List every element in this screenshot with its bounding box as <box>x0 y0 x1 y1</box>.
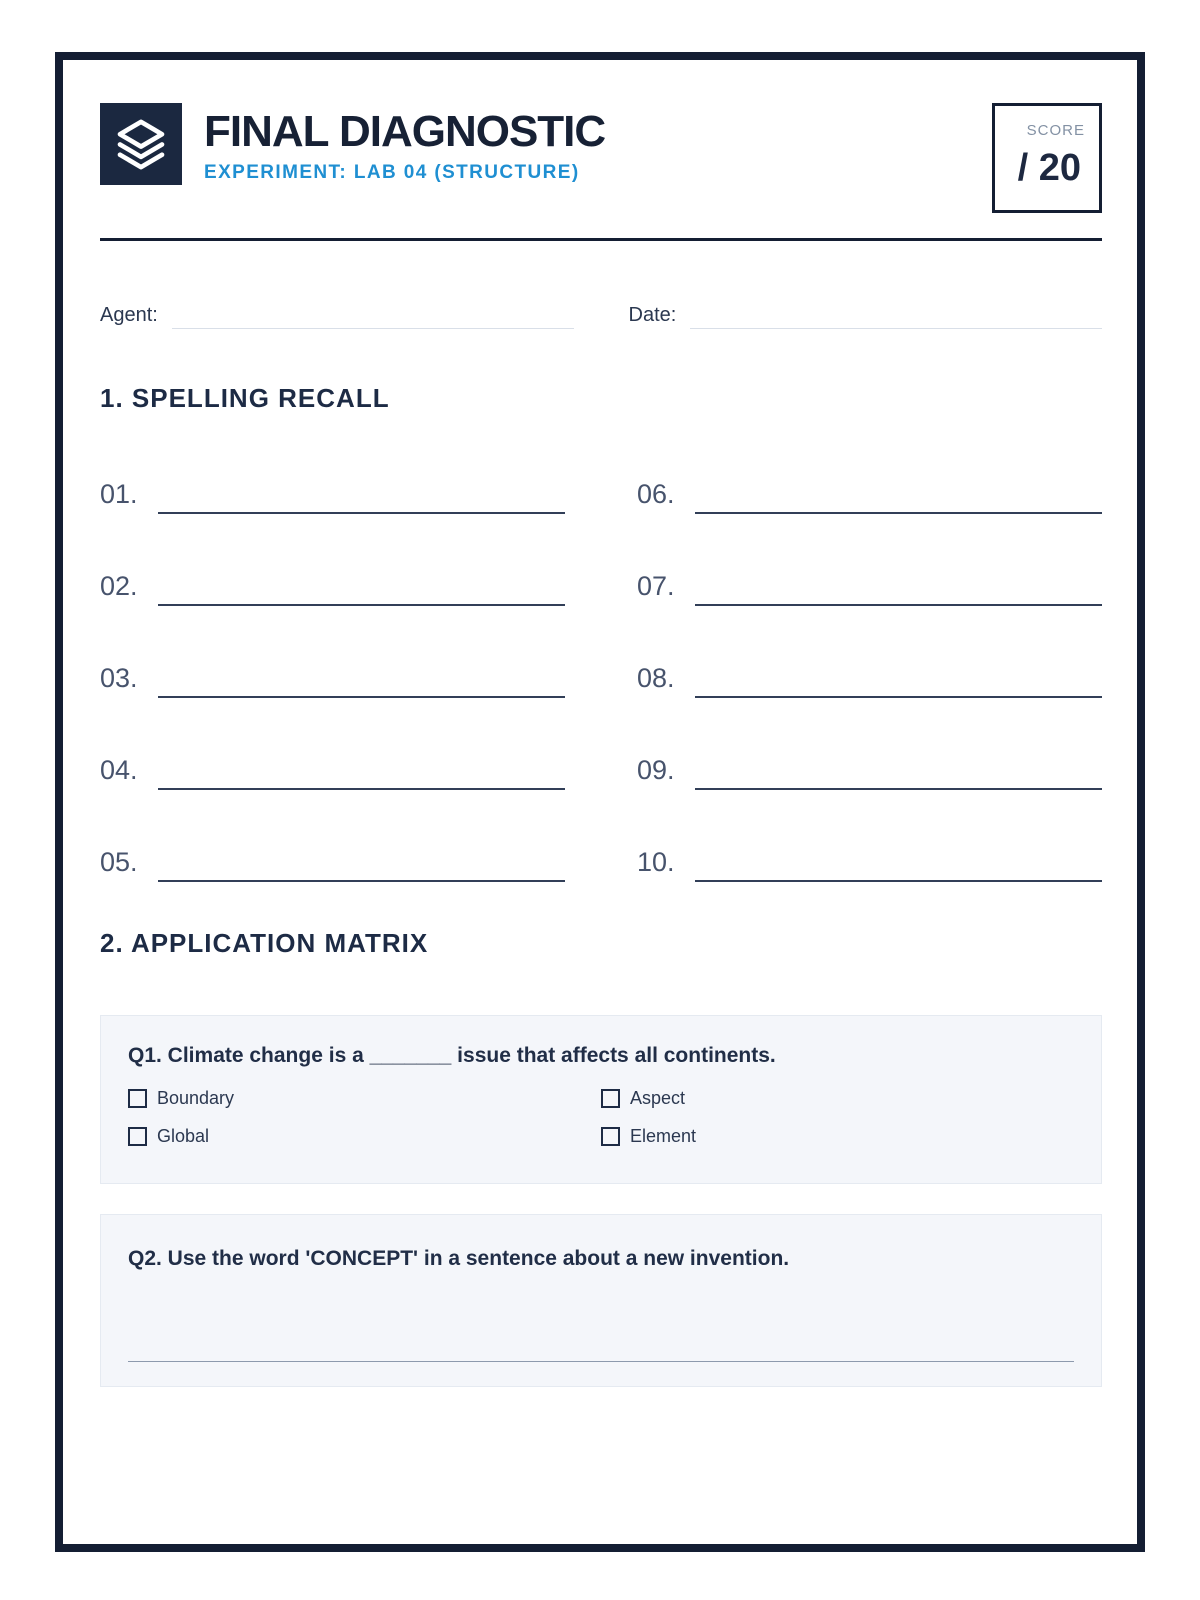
spelling-number: 09. <box>637 755 675 785</box>
spelling-row <box>100 442 565 534</box>
spelling-answer-line[interactable] <box>695 760 1102 790</box>
section-1-heading: 1. SPELLING RECALL <box>100 383 390 413</box>
spelling-row <box>100 810 565 902</box>
spelling-answer-line[interactable] <box>158 576 565 606</box>
option-label: Aspect <box>630 1088 686 1108</box>
spelling-row <box>637 810 1102 902</box>
page-subtitle: EXPERIMENT: LAB 04 (STRUCTURE) <box>204 162 580 184</box>
spelling-answer-line[interactable] <box>158 668 565 698</box>
logo <box>100 103 182 185</box>
spelling-answer-line[interactable] <box>695 484 1102 514</box>
spelling-answer-line[interactable] <box>158 760 565 790</box>
spelling-row <box>100 718 565 810</box>
spelling-number: 01. <box>100 479 138 509</box>
question-2-prompt: Q2. Use the word 'CONCEPT' in a sentence about a new invention. <box>128 1247 790 1270</box>
q1-option[interactable] <box>128 1088 601 1109</box>
spelling-answer-line[interactable] <box>158 484 565 514</box>
meta-row <box>100 303 1102 329</box>
question-1-box <box>100 1015 1102 1184</box>
spelling-number: 10. <box>637 847 675 877</box>
brand <box>100 103 605 185</box>
spelling-answer-line[interactable] <box>695 668 1102 698</box>
spelling-number: 03. <box>100 663 138 693</box>
header <box>100 103 1102 213</box>
spelling-row <box>637 534 1102 626</box>
option-label: Global <box>157 1126 210 1146</box>
spelling-number: 08. <box>637 663 675 693</box>
spelling-answer-line[interactable] <box>695 852 1102 882</box>
score-label: SCORE <box>1026 122 1085 139</box>
spelling-number: 06. <box>637 479 675 509</box>
spelling-number: 07. <box>637 571 675 601</box>
checkbox-icon[interactable] <box>601 1127 620 1146</box>
header-divider <box>100 238 1102 241</box>
q1-option[interactable] <box>601 1088 1074 1109</box>
spelling-row <box>100 626 565 718</box>
q1-option[interactable] <box>128 1126 601 1147</box>
spelling-row <box>637 626 1102 718</box>
question-2-answer-line[interactable] <box>128 1361 1074 1362</box>
q1-option[interactable] <box>601 1126 1074 1147</box>
agent-field <box>100 303 574 329</box>
page-title: FINAL DIAGNOSTIC <box>204 107 606 156</box>
spelling-answer-line[interactable] <box>158 852 565 882</box>
checkbox-icon[interactable] <box>128 1127 147 1146</box>
date-label: Date: <box>628 304 677 326</box>
checkbox-icon[interactable] <box>128 1089 147 1108</box>
spelling-number: 05. <box>100 847 138 877</box>
section-2-heading: 2. APPLICATION MATRIX <box>100 928 429 958</box>
question-1-prompt: Q1. Climate change is a _______ issue that affects all continents. <box>128 1044 776 1067</box>
agent-label: Agent: <box>100 304 158 326</box>
spelling-row <box>637 442 1102 534</box>
spelling-row <box>637 718 1102 810</box>
question-1-options <box>128 1088 1074 1147</box>
date-field <box>629 303 1103 329</box>
spelling-number: 02. <box>100 571 138 601</box>
layers-icon <box>113 116 169 172</box>
spelling-grid <box>100 442 1102 902</box>
spelling-number: 04. <box>100 755 138 785</box>
checkbox-icon[interactable] <box>601 1089 620 1108</box>
question-2-box <box>100 1214 1102 1387</box>
date-input-line[interactable] <box>690 303 1102 329</box>
agent-input-line[interactable] <box>172 303 574 329</box>
option-label: Element <box>630 1126 697 1146</box>
score-box <box>992 103 1102 213</box>
spelling-answer-line[interactable] <box>695 576 1102 606</box>
spelling-row <box>100 534 565 626</box>
worksheet-page <box>55 52 1145 1552</box>
score-value: / 20 <box>1017 147 1081 189</box>
title-block <box>204 103 605 184</box>
option-label: Boundary <box>157 1088 235 1108</box>
